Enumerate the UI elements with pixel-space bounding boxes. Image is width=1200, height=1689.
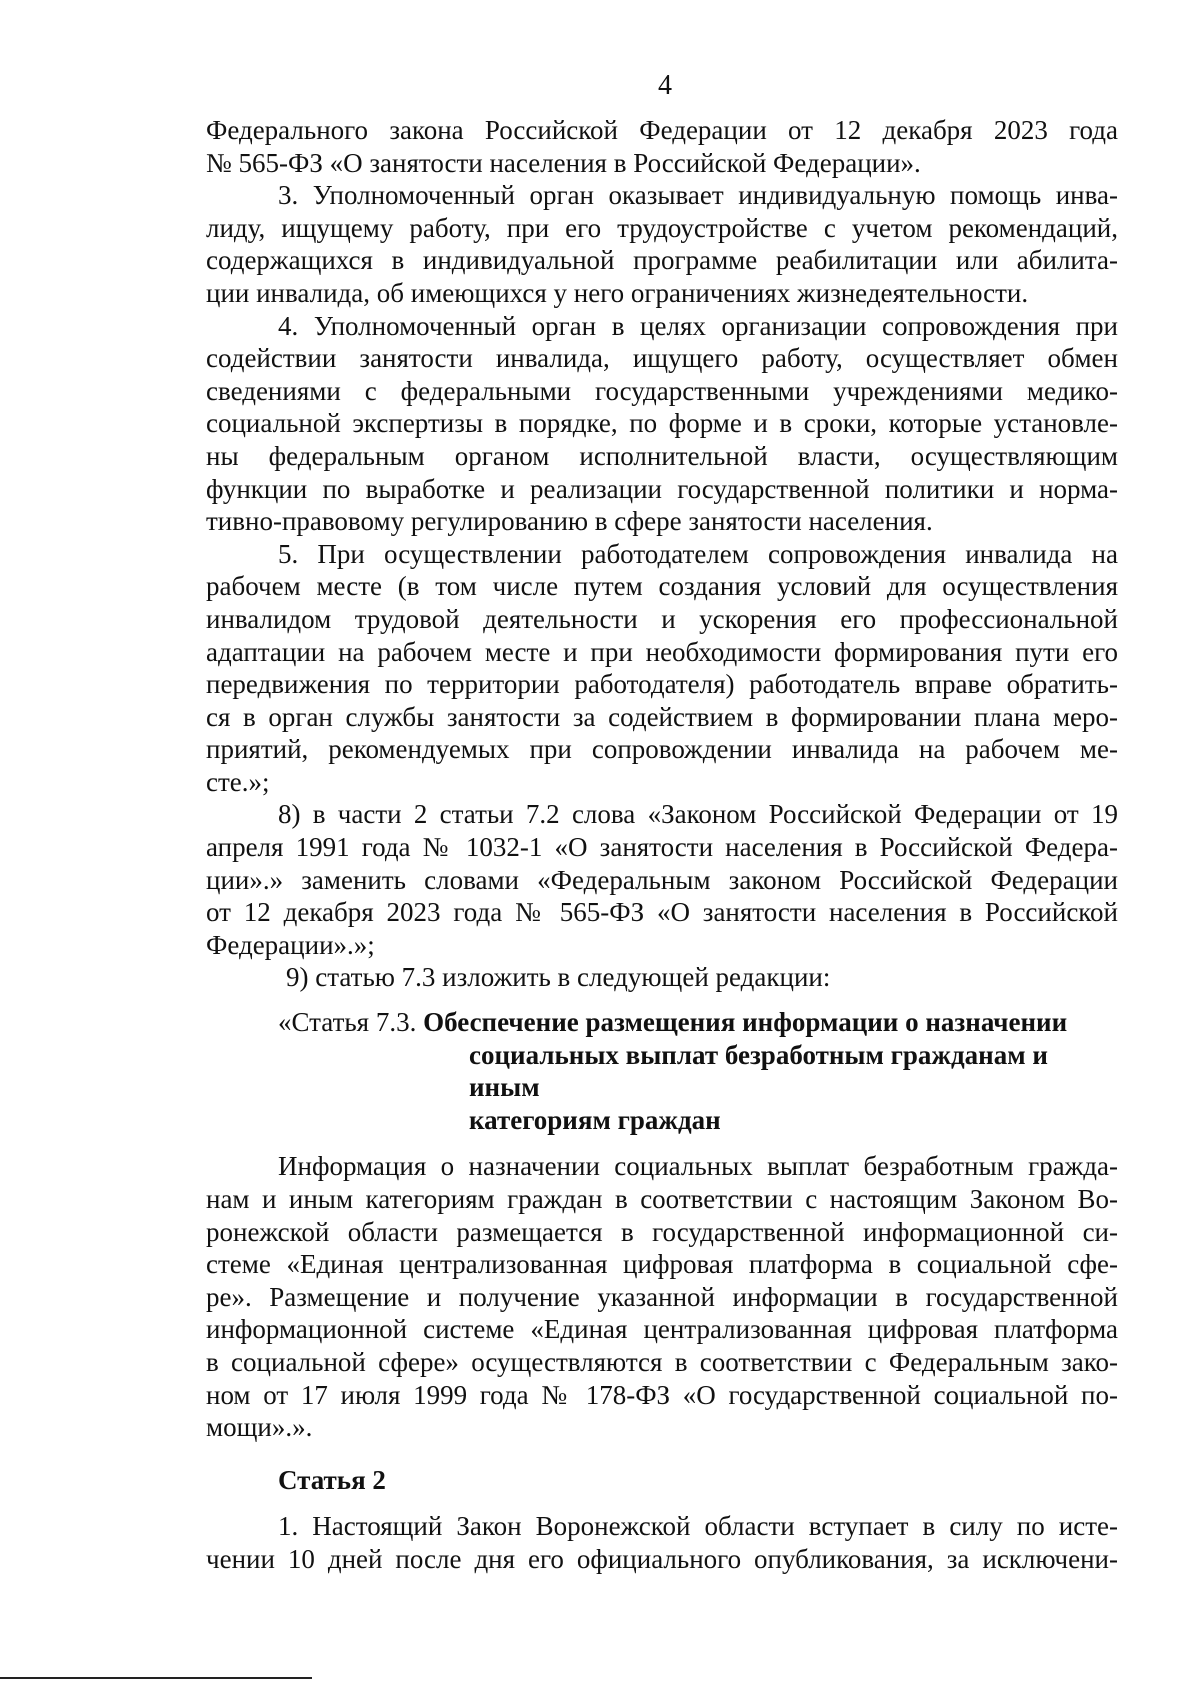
page-number: 4 bbox=[658, 70, 672, 101]
text-line: в социальной сфере» осуществляются в соответствии с Федеральным зако- bbox=[206, 1346, 1118, 1377]
text-line: сведениями с федеральными государственными учреждениями медико- bbox=[206, 375, 1118, 406]
text-line: ся в орган службы занятости за содействием в формировании плана меро- bbox=[206, 701, 1118, 732]
paragraph-9 bbox=[206, 961, 1118, 994]
text-line: сте.»; bbox=[206, 766, 270, 797]
article-7-3-prefix: «Статья 7.3. bbox=[278, 1007, 424, 1038]
text-line: адаптации на рабочем месте и при необходимости формирования пути его bbox=[206, 636, 1118, 667]
text-line: от 12 декабря 2023 года № 565-ФЗ «О занятости населения в Российской bbox=[206, 897, 1118, 928]
paragraph-intro bbox=[206, 114, 1118, 179]
text-line: рабочем месте (в том числе путем создания условий для осуществления bbox=[206, 571, 1118, 602]
article-2-body bbox=[206, 1510, 1118, 1575]
text-line: Федерального закона Российской Федерации от 12 декабря 2023 года bbox=[206, 115, 1118, 145]
text-line: ции».» заменить словами «Федеральным законом Российской Федерации bbox=[206, 864, 1118, 895]
text-line: 1. Настоящий Закон Воронежской области вступает в силу по исте- bbox=[278, 1511, 1118, 1542]
text-line: ны федеральным органом исполнительной власти, осуществляющим bbox=[206, 440, 1118, 471]
text-line: ре». Размещение и получение указанной информации в государственной bbox=[206, 1281, 1118, 1312]
text-line: лиду, ищущему работу, при его трудоустройстве с учетом рекомендаций, bbox=[206, 212, 1118, 243]
text-line: стеме «Единая централизованная цифровая платформа в социальной сфе- bbox=[206, 1249, 1118, 1280]
text-line: социальной экспертизы в порядке, по форме и в сроки, которые установле- bbox=[206, 408, 1118, 439]
bottom-edge-rule bbox=[0, 1677, 312, 1679]
text-line: ции инвалида, об имеющихся у него ограничениях жизнедеятельности. bbox=[206, 277, 1029, 308]
text-line: мощи».». bbox=[206, 1412, 313, 1443]
text-line: нам и иным категориям граждан в соответствии с настоящим Законом Во- bbox=[206, 1184, 1118, 1214]
text-line: чении 10 дней после дня его официального опубликования, за исключени- bbox=[206, 1543, 1118, 1574]
text-line: № 565-ФЗ «О занятости населения в Российской Федерации». bbox=[206, 147, 921, 178]
article-7-3-title-line: Обеспечение размещения информации о назначении bbox=[423, 1007, 1068, 1038]
text-line: передвижения по территории работодателя) работодатель вправе обратить- bbox=[206, 669, 1118, 700]
text-line: приятий, рекомендуемых при сопровождении инвалида на рабочем ме- bbox=[206, 734, 1118, 765]
article-2-heading: Статья 2 bbox=[278, 1464, 386, 1495]
text-line: функции по выработке и реализации государственной политики и норма- bbox=[206, 473, 1118, 504]
text-line: информационной системе «Единая централизованная цифровая платформа bbox=[206, 1314, 1118, 1345]
article-7-3-heading bbox=[206, 1006, 1118, 1136]
text-line: тивно-правовому регулированию в сфере занятости населения. bbox=[206, 506, 933, 537]
text-line: 9) статью 7.3 изложить в следующей редакции: bbox=[286, 962, 831, 993]
text-line: Информация о назначении социальных выплат безработным гражда- bbox=[278, 1151, 1118, 1182]
paragraph-5 bbox=[206, 538, 1118, 799]
article-7-3-body bbox=[206, 1150, 1118, 1443]
text-line: ронежской области размещается в государственной информационной си- bbox=[206, 1216, 1118, 1247]
article-7-3-title-line: категориям граждан bbox=[469, 1104, 721, 1135]
article-7-3 bbox=[206, 1006, 1118, 1444]
text-line: 3. Уполномоченный орган оказывает индивидуальную помощь инва- bbox=[278, 180, 1118, 211]
text-line: Федерации».»; bbox=[206, 929, 375, 960]
text-line: инвалидом трудовой деятельности и ускорения его профессиональной bbox=[206, 603, 1118, 634]
paragraph-3 bbox=[206, 179, 1118, 309]
article-7-3-title-line: социальных выплат безработным гражданам и иным bbox=[469, 1039, 1048, 1103]
paragraph-8 bbox=[206, 798, 1118, 961]
text-line: содействии занятости инвалида, ищущего работу, осуществляет обмен bbox=[206, 343, 1118, 374]
paragraph-4 bbox=[206, 310, 1118, 538]
text-line: 4. Уполномоченный орган в целях организации сопровождения при bbox=[278, 310, 1118, 341]
text-line: апреля 1991 года № 1032-1 «О занятости населения в Российской Федера- bbox=[206, 832, 1118, 863]
text-line: 8) в части 2 статьи 7.2 слова «Законом Российской Федерации от 19 bbox=[278, 799, 1118, 830]
text-line: ном от 17 июля 1999 года № 178-ФЗ «О государственной социальной по- bbox=[206, 1379, 1118, 1410]
text-line: содержащихся в индивидуальной программе реабилитации или абилита- bbox=[206, 245, 1118, 276]
document-body bbox=[206, 114, 1118, 1576]
text-line: 5. При осуществлении работодателем сопровождения инвалида на bbox=[278, 538, 1118, 569]
